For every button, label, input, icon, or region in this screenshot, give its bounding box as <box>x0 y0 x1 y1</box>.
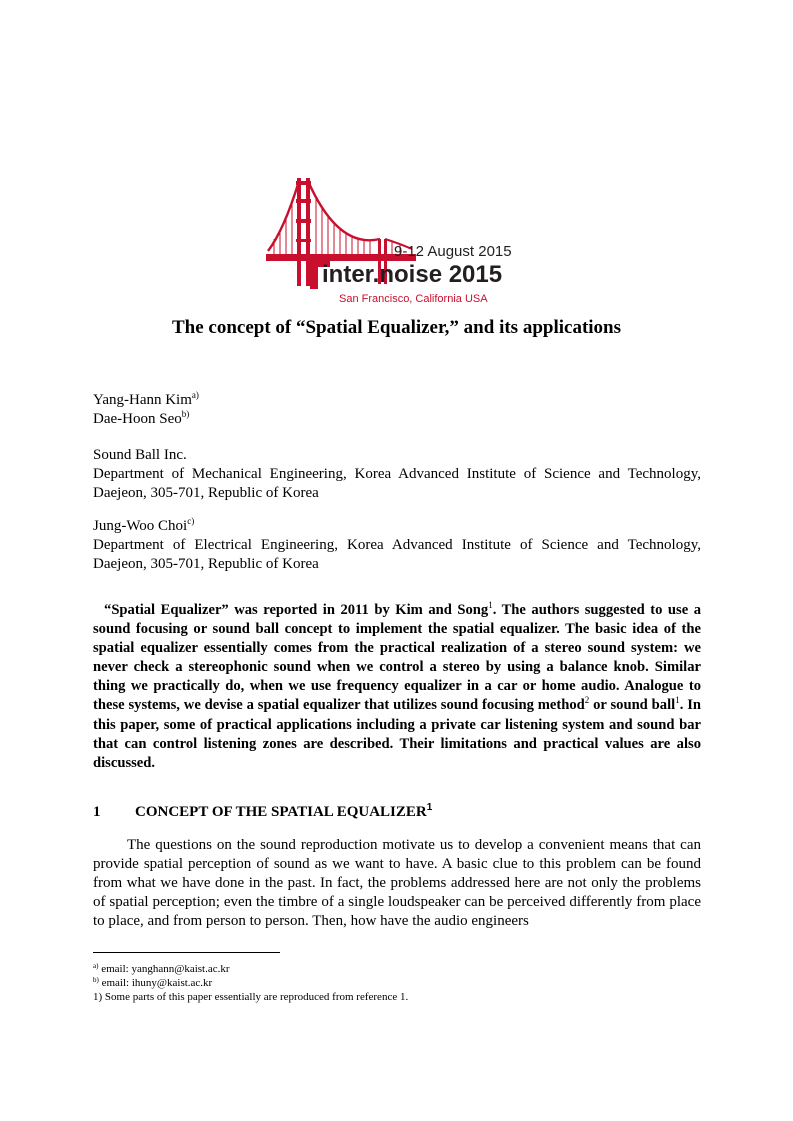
affiliation2-dept-line2: Daejeon, 305-701, Republic of Korea <box>93 556 319 572</box>
golden-gate-bridge-logo <box>266 175 530 305</box>
abstract-text-1: “Spatial Equalizer” was reported in 2011 by Kim and Song <box>104 602 489 618</box>
abstract-text-4: . In this paper, some of practical applications including a private car listening system and sound bar that can control listening zones are described. Their limitations and practical values are also discussed. <box>93 697 701 771</box>
conference-logo <box>266 175 530 305</box>
abstract-ref-3: 1 <box>675 695 680 706</box>
footnote-text: email: ihuny@kaist.ac.kr <box>98 977 213 989</box>
author-affiliation-mark: b) <box>181 409 190 419</box>
section-paragraph: The questions on the sound reproduction motivate us to develop a convenient means that can provide spatial perception of sound as we want to have. A basic clue to this problem can be found from what we have done in the past. In fact, the problems addressed here are not only the problems of spatial perception; even the timbre of a single loudspeaker can be perceived differently from place to place, and from person to person. Then, how have the audio engineers <box>93 837 701 929</box>
paper-title: The concept of “Spatial Equalizer,” and its applications <box>171 317 622 338</box>
footnote-divider <box>93 952 280 953</box>
footnote-text: email: yanghann@kaist.ac.kr <box>98 963 230 975</box>
footnote-mark: b) <box>93 976 99 984</box>
logo-location: San Francisco, California USA <box>339 293 488 305</box>
abstract <box>93 601 701 773</box>
logo-event-name: inter.noise 2015 <box>322 261 503 288</box>
author-dae-hoon-seo <box>93 410 701 429</box>
abstract-text-2: . The authors suggested to use a sound focusing or sound ball concept to implement the spatial equalizer. The basic idea of the spatial equalizer essentially comes from the practical realization of a stereo sound system: we never check a stereophonic sound when we control a stereo by using a balance knob. Similar thing we practically do, when we use frequency equalizer in a car or home audio. Analogue to these systems, we devise a spatial equalizer that utilizes sound focusing method <box>93 602 701 714</box>
author-yang-hann-kim <box>93 391 701 410</box>
footnote-1: 1) Some parts of this paper essentially are reproduced from reference 1. <box>93 991 409 1003</box>
abstract-ref-2: 2 <box>584 695 590 706</box>
author-affiliation-mark: c) <box>187 516 195 526</box>
abstract-ref-1: 1 <box>488 600 493 610</box>
section-title: CONCEPT OF THE SPATIAL EQUALIZER <box>135 804 427 820</box>
affiliation2-dept-line1: Department of Electrical Engineering, Korea Advanced Institute of Science and Technology, <box>93 537 701 553</box>
section-heading-ref: 1 <box>426 802 433 813</box>
author-affiliation-mark: a) <box>191 390 199 400</box>
affiliation-dept-line2: Daejeon, 305-701, Republic of Korea <box>93 485 319 501</box>
author-name: Yang-Hann Kim <box>93 392 192 408</box>
abstract-text-3: or sound ball <box>589 697 676 714</box>
affiliation-dept-line1: Department of Mechanical Engineering, Korea Advanced Institute of Science and Technology, <box>93 466 701 482</box>
section-number: 1 <box>93 804 101 820</box>
section-heading <box>93 804 432 821</box>
footnote-a <box>93 962 693 976</box>
author-name: Jung-Woo Choi <box>93 518 188 534</box>
affiliation-org: Sound Ball Inc. <box>93 447 187 463</box>
logo-dates: 9-12 August 2015 <box>394 243 512 260</box>
footnote-b <box>93 976 693 990</box>
footnote-mark: a) <box>93 962 99 970</box>
author-name: Dae-Hoon Seo <box>93 411 182 427</box>
author-jung-woo-choi <box>93 517 701 536</box>
